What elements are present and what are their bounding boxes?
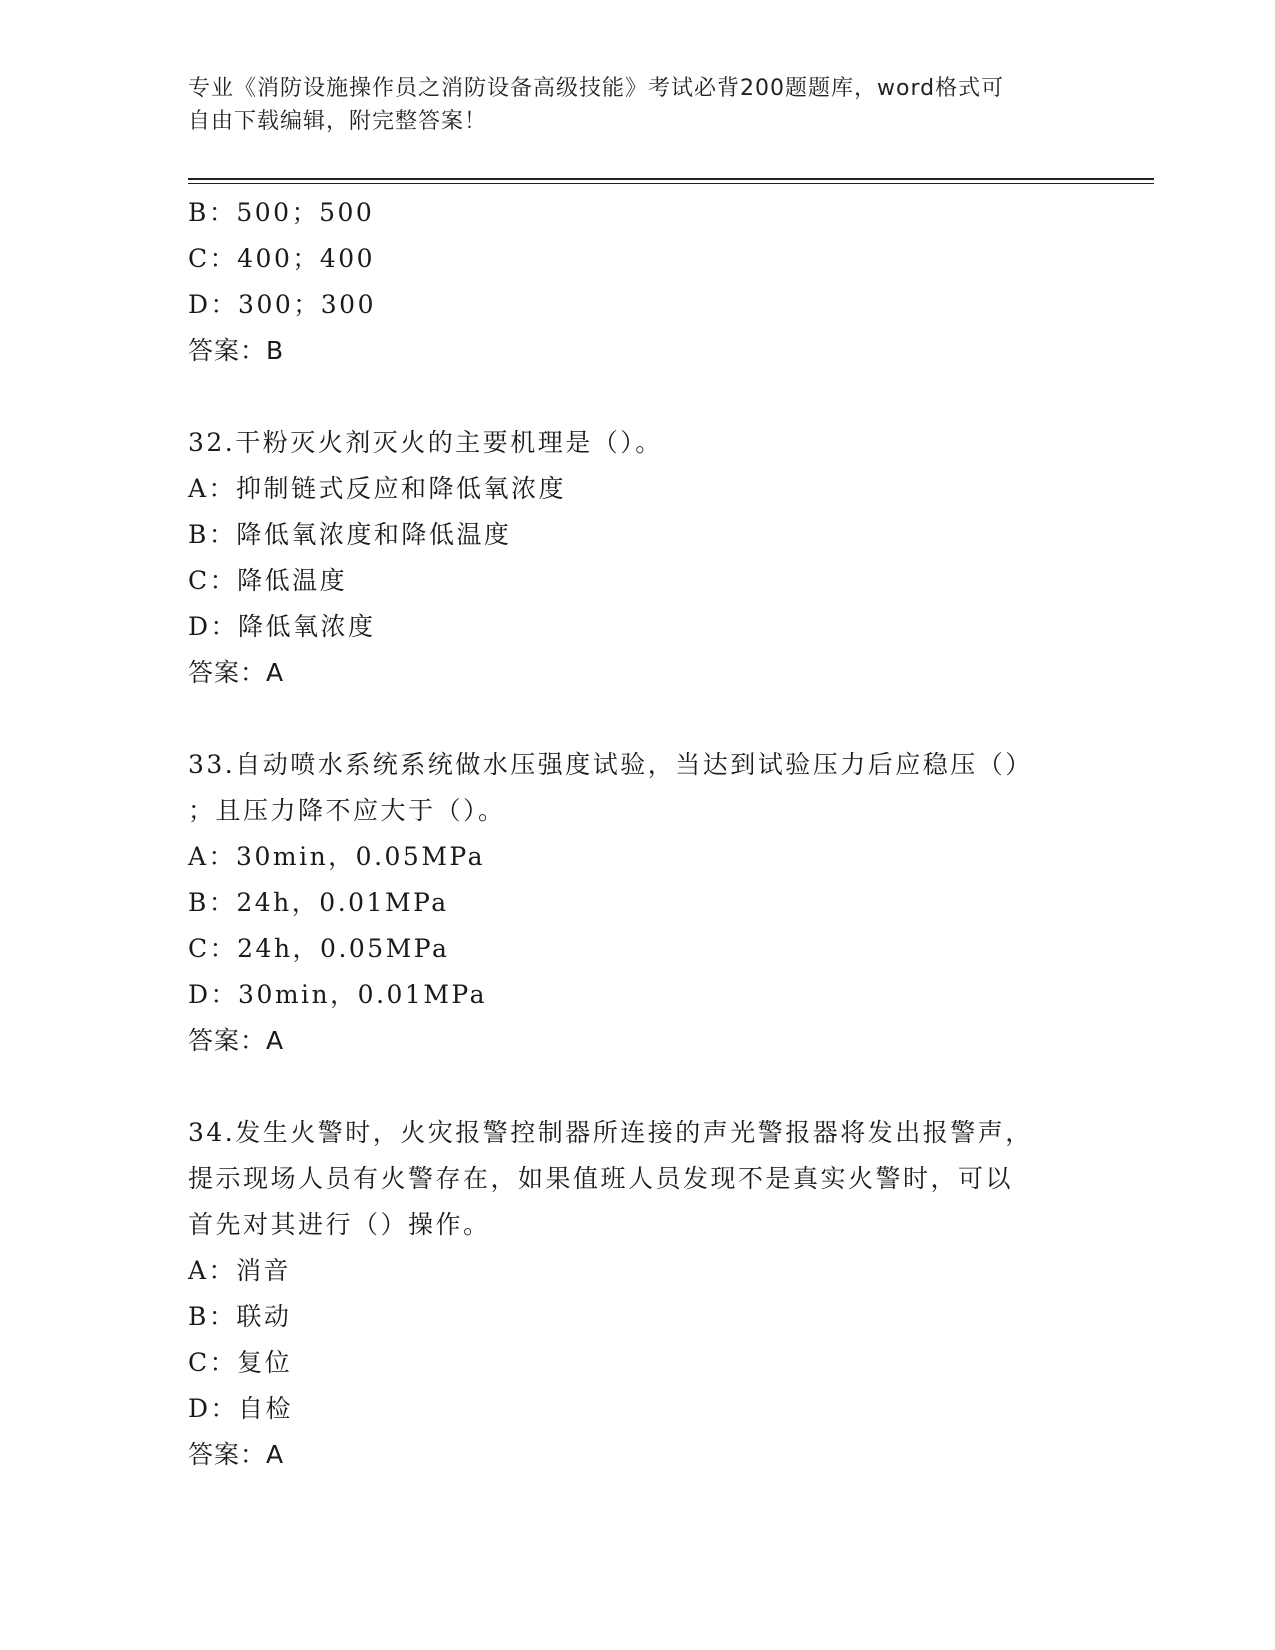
question-text: 提示现场人员有火警存在，如果值班人员发现不是真实火警时，可以 xyxy=(188,1164,1014,1193)
question-33 xyxy=(188,742,1088,1064)
question-text: 33.自动喷水系统系统做水压强度试验，当达到试验压力后应稳压（） xyxy=(188,750,1033,779)
question-34 xyxy=(188,1110,1088,1478)
option-d: D：自检 xyxy=(188,1394,294,1423)
header-line-1: 专业《消防设施操作员之消防设备高级技能》考试必背200题题库，word格式可 xyxy=(188,76,1005,101)
page-header xyxy=(188,72,1088,138)
header-rule-thin xyxy=(188,183,1154,184)
option-b: B：降低氧浓度和降低温度 xyxy=(188,520,512,549)
answer-line: 答案：B xyxy=(188,336,285,365)
option-a: A：消音 xyxy=(188,1256,292,1285)
header-line-2: 自由下载编辑，附完整答案！ xyxy=(188,109,488,134)
option-a: A：抑制链式反应和降低氧浓度 xyxy=(188,474,567,503)
option-b: B：联动 xyxy=(188,1302,292,1331)
answer-line: 答案：A xyxy=(188,658,285,687)
option-c: C：400；400 xyxy=(188,244,376,273)
question-text: 首先对其进行（）操作。 xyxy=(188,1210,491,1239)
option-c: C：降低温度 xyxy=(188,566,348,595)
answer-line: 答案：A xyxy=(188,1026,285,1055)
question-text: 34.发生火警时，火灾报警控制器所连接的声光警报器将发出报警声， xyxy=(188,1118,1033,1147)
question-text: 32.干粉灭火剂灭火的主要机理是（）。 xyxy=(188,428,663,457)
option-c: C：复位 xyxy=(188,1348,293,1377)
option-b: B：500；500 xyxy=(188,198,375,227)
header-rule-thick xyxy=(188,178,1154,180)
question-32 xyxy=(188,420,1088,696)
option-c: C：24h，0.05MPa xyxy=(188,934,450,963)
option-d: D：30min，0.01MPa xyxy=(188,980,488,1009)
question-text: ；且压力降不应大于（）。 xyxy=(188,796,506,825)
option-b: B：24h，0.01MPa xyxy=(188,888,449,917)
option-d: D：300；300 xyxy=(188,290,376,319)
option-d: D：降低氧浓度 xyxy=(188,612,376,641)
question-content xyxy=(188,190,1088,1478)
option-a: A：30min，0.05MPa xyxy=(188,842,486,871)
answer-line: 答案：A xyxy=(188,1440,285,1469)
prev-question-block xyxy=(188,190,1088,374)
